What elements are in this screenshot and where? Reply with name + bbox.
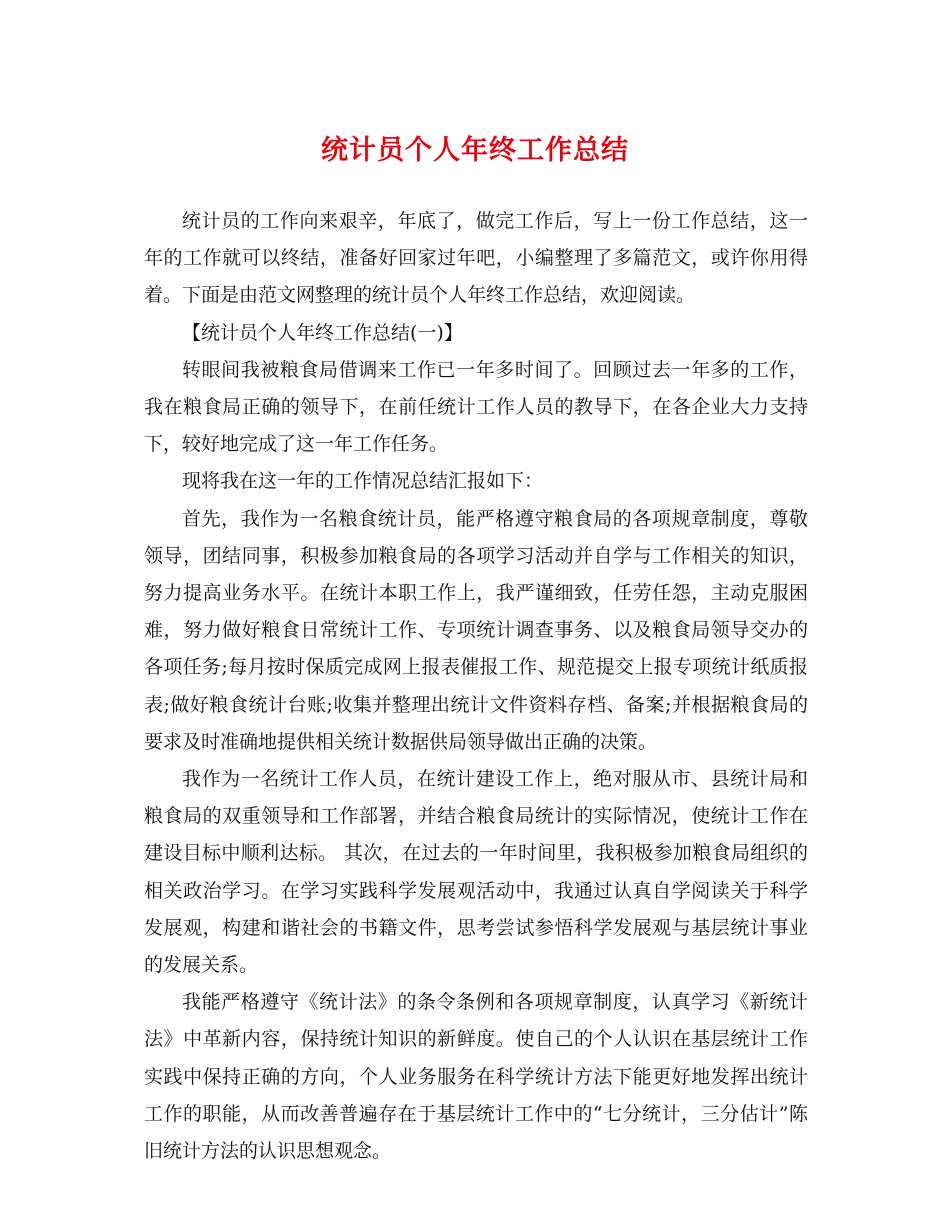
- document-title: 统计员个人年终工作总结: [321, 135, 629, 166]
- paragraph-5: 我能严格遵守《统计法》的条令条例和各项规章制度，认真学习《新统计法》中革新内容，保持统计知识的新鲜度。使自己的个人认识在基层统计工作实践中保持正确的方向，个人业务服务在科学统计方法下能更好地发挥出统计工作的职能，从而改善普遍存在于基层统计工作中的“七分统计，三分估计”陈旧统计方法的认识思想观念。: [144, 991, 808, 1163]
- section-heading: 【统计员个人年终工作总结(一)】: [182, 321, 463, 344]
- document-body: [144, 203, 808, 1170]
- paragraph-3: 首先，我作为一名粮食统计员，能严格遵守粮食局的各项规章制度，尊敬领导，团结同事，积极参加粮食局的各项学习活动并自学与工作相关的知识，努力提高业务水平。在统计本职工作上，我严谨细致，任劳任怨，主动克服困难，努力做好粮食日常统计工作、专项统计调查事务、以及粮食局领导交办的各项任务;每月按时保质完成网上报表催报工作、规范提交上报专项统计纸质报表;做好粮食统计台账;收集并整理出统计文件资料存档、备案;并根据粮食局的要求及时准确地提供相关统计数据供局领导做出正确的决策。: [144, 507, 808, 753]
- paragraph-2: 现将我在这一年的工作情况总结汇报如下：: [182, 470, 544, 493]
- paragraph-4: 我作为一名统计工作人员，在统计建设工作上，绝对服从市、县统计局和粮食局的双重领导和工作部署，并结合粮食局统计的实际情况，使统计工作在建设目标中顺利达标。 其次，在过去的一年时间里，我积极参加粮食局组织的相关政治学习。在学习实践科学发展观活动中，我通过认真自学阅读关于科学发展观，构建和谐社会的书籍文件，思考尝试参悟科学发展观与基层统计事业的发展关系。: [144, 768, 808, 977]
- paragraph-1: 转眼间我被粮食局借调来工作已一年多时间了。回顾过去一年多的工作，我在粮食局正确的领导下，在前任统计工作人员的教导下，在各企业大力支持下，较好地完成了这一年工作任务。: [144, 358, 808, 456]
- paragraph-intro: 统计员的工作向来艰辛，年底了，做完工作后，写上一份工作总结，这一年的工作就可以终结，准备好回家过年吧，小编整理了多篇范文，或许你用得着。下面是由范文网整理的统计员个人年终工作总结，欢迎阅读。: [144, 210, 808, 307]
